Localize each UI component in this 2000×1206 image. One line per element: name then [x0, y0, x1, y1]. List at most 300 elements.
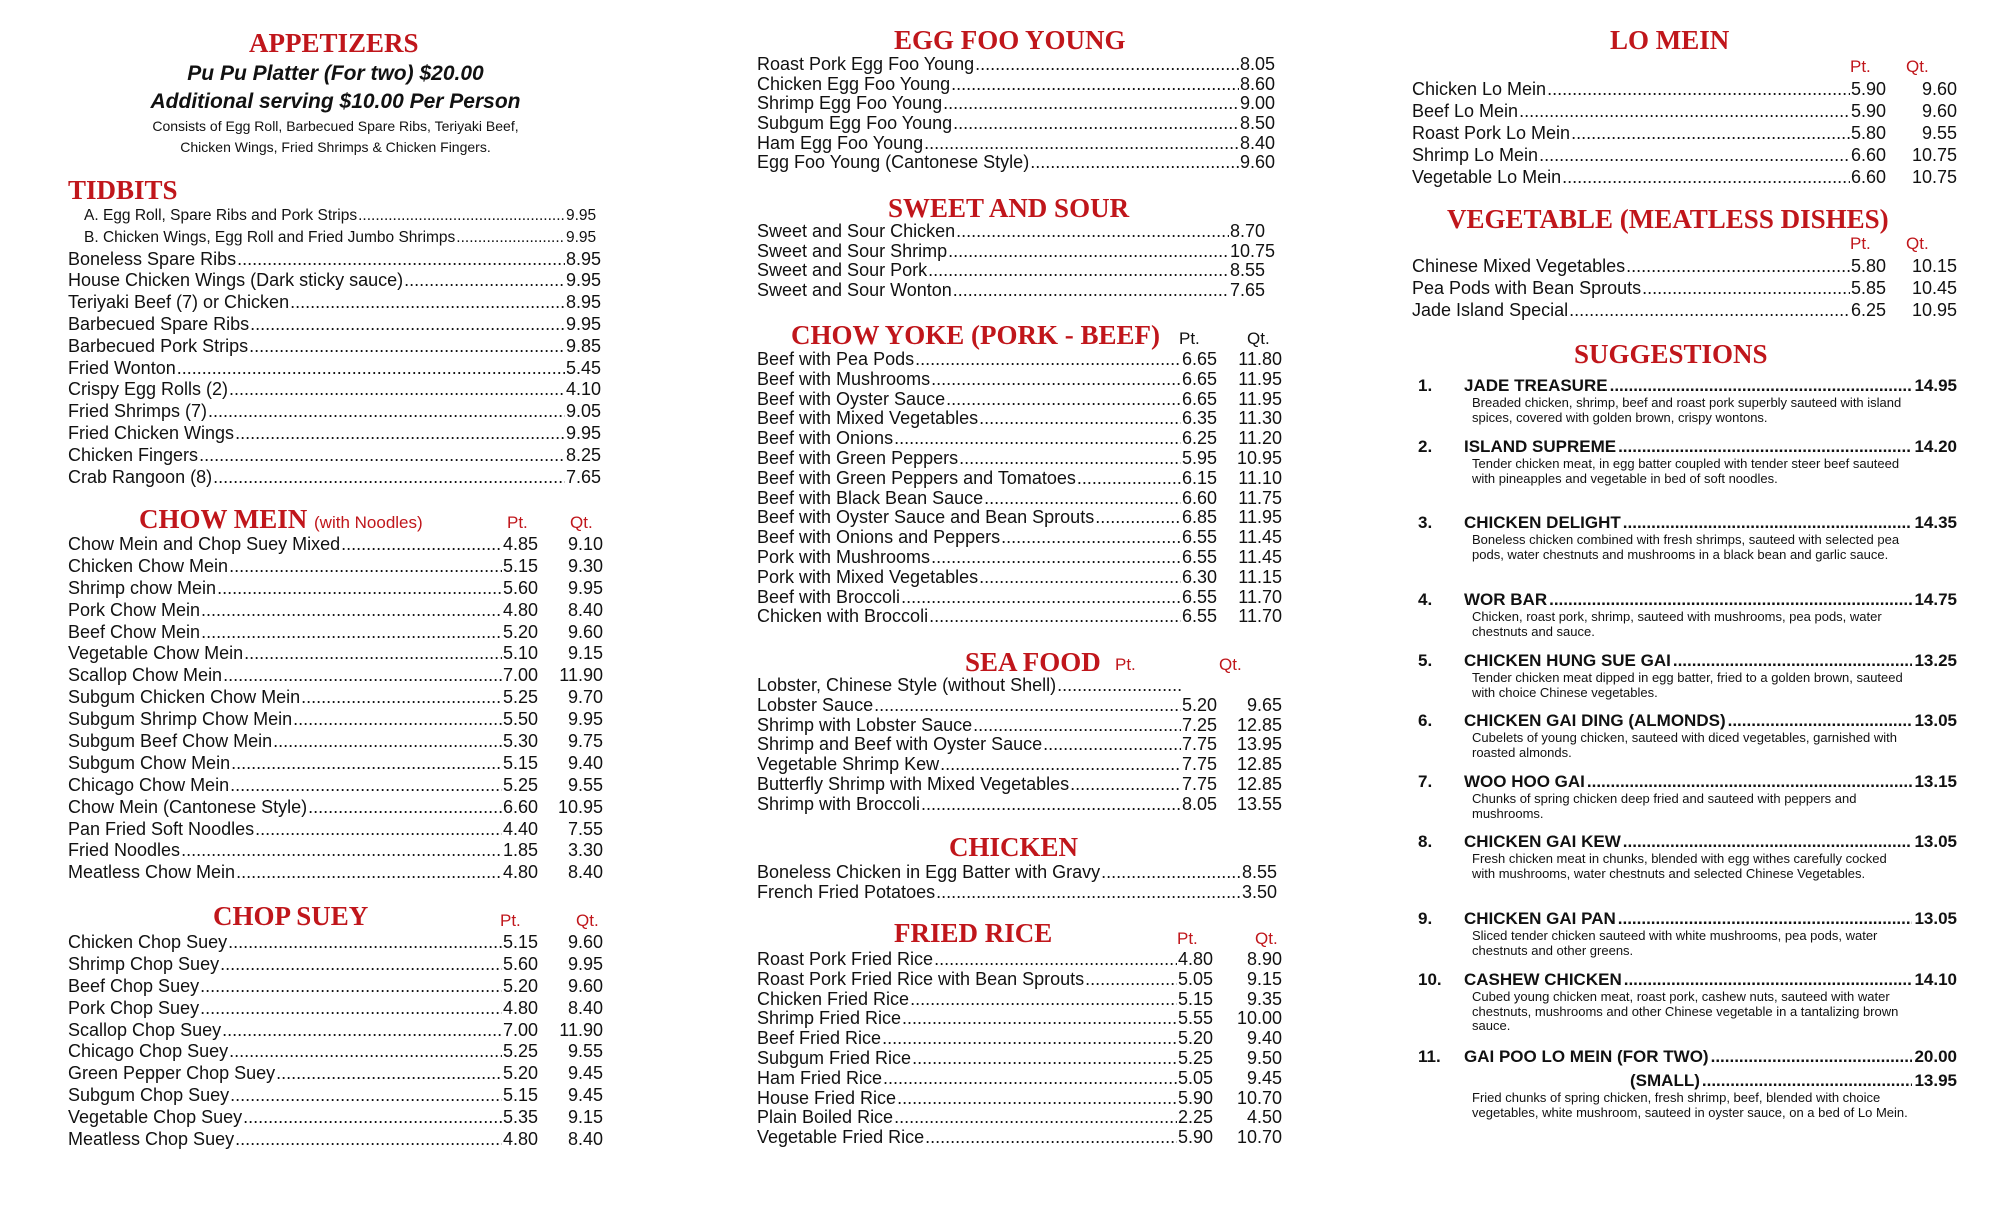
egg-foo-young-list — [757, 55, 1282, 173]
menu-item — [757, 469, 1282, 489]
menu-item — [757, 429, 1282, 449]
pint-price: 8.55 — [1242, 862, 1278, 882]
leader-dots — [201, 622, 502, 642]
menu-item — [1412, 144, 1957, 166]
item-name: Shrimp and Beef with Oyster Sauce — [757, 734, 1043, 755]
item-name: Beef with Mixed Vegetables — [757, 408, 979, 429]
menu-item — [68, 932, 603, 954]
item-name: Roast Pork Egg Foo Young — [757, 54, 975, 74]
item-name: Shrimp Chop Suey — [68, 953, 220, 974]
menu-item — [68, 205, 603, 227]
pint-price: 8.95 — [566, 292, 602, 313]
suggestion-title-line — [1464, 711, 1957, 731]
item-name: Barbecued Pork Strips — [68, 335, 249, 356]
quart-price: 9.60 — [1921, 79, 1957, 99]
item-name: Pea Pods with Bean Sprouts — [1412, 278, 1642, 298]
pint-price: 6.65 — [1182, 368, 1218, 389]
leader-dots — [946, 390, 1181, 410]
leader-dots — [948, 242, 1229, 262]
suggestion-number: 8. — [1418, 832, 1433, 851]
item-name: Roast Pork Fried Rice with Bean Sprouts — [757, 968, 1085, 989]
suggestion-name: CHICKEN HUNG SUE GAI — [1464, 651, 1671, 670]
item-name: Subgum Fried Rice — [757, 1047, 912, 1068]
leader-dots — [1610, 376, 1913, 395]
item-name: Fried Chicken Wings — [68, 422, 235, 443]
menu-item — [68, 1107, 603, 1129]
pint-price: 5.90 — [1851, 101, 1887, 121]
pint-price: 5.60 — [503, 577, 539, 598]
pint-price: 5.15 — [503, 932, 539, 952]
quart-price: 11.10 — [1238, 467, 1282, 488]
quart-price: 11.70 — [1238, 606, 1282, 627]
quart-price: 9.40 — [567, 752, 603, 773]
egg-foo-young-heading: EGG FOO YOUNG — [894, 25, 1126, 55]
leader-dots — [959, 449, 1181, 469]
leader-dots — [973, 716, 1181, 736]
item-name: Fried Shrimps (7) — [68, 401, 208, 422]
item-name: Beef with Mushrooms — [757, 368, 931, 389]
suggestion-number: 5. — [1418, 651, 1433, 670]
menu-item — [757, 75, 1282, 95]
quart-price: 9.30 — [567, 555, 603, 576]
leader-dots — [1095, 508, 1181, 528]
pint-price: 4.85 — [503, 534, 539, 554]
item-name: Roast Pork Fried Rice — [757, 949, 934, 969]
pint-price: 8.50 — [1240, 113, 1276, 134]
leader-dots — [1673, 651, 1913, 670]
quart-price: 9.45 — [1246, 1067, 1282, 1088]
leader-dots — [250, 314, 565, 334]
item-name: Chicken Chow Mein — [68, 555, 229, 576]
leader-dots — [1623, 832, 1913, 851]
leader-dots — [934, 950, 1177, 970]
menu-item — [1412, 255, 1957, 277]
suggestion-price: 14.75 — [1914, 590, 1957, 609]
leader-dots — [456, 227, 565, 244]
leader-dots — [921, 795, 1181, 815]
chow-yoke-qt-header: Qt. — [1247, 329, 1270, 348]
leader-dots — [1569, 299, 1850, 319]
leader-dots — [1547, 78, 1850, 98]
menu-item — [68, 1085, 603, 1107]
item-name: Subgum Chow Mein — [68, 752, 231, 773]
pint-price: 5.60 — [503, 953, 539, 974]
pint-price: 5.15 — [503, 555, 539, 576]
quart-price: 9.15 — [567, 643, 603, 664]
leader-dots — [1077, 469, 1181, 489]
quart-price: 10.95 — [557, 796, 603, 817]
item-name: Pork Chop Suey — [68, 997, 200, 1018]
vegetable-qt-header: Qt. — [1906, 234, 1929, 253]
leader-dots — [308, 797, 502, 817]
item-name: Beef with Onions — [757, 428, 894, 449]
suggestion-number: 2. — [1418, 437, 1433, 456]
quart-price: 11.30 — [1238, 408, 1282, 429]
quart-price: 10.70 — [1236, 1087, 1282, 1108]
menu-item — [757, 350, 1282, 370]
pint-price: 8.05 — [1240, 54, 1276, 74]
pint-price: 5.90 — [1851, 79, 1887, 99]
tidbits-list — [68, 205, 603, 488]
pint-price: 6.55 — [1182, 586, 1218, 607]
chow-yoke-pt-header: Pt. — [1179, 329, 1200, 348]
item-name: Egg Foo Young (Cantonese Style) — [757, 152, 1030, 173]
pint-price: 7.75 — [1182, 734, 1218, 755]
quart-price: 11.15 — [1238, 566, 1282, 587]
quart-price: 13.55 — [1236, 793, 1282, 814]
chop-suey-pt-header: Pt. — [500, 911, 521, 930]
pint-price: 9.95 — [566, 270, 602, 291]
item-name: Sweet and Sour Shrimp — [757, 240, 948, 261]
menu-item — [757, 409, 1282, 429]
pint-price: 6.65 — [1182, 388, 1218, 409]
leader-dots — [984, 489, 1181, 509]
leader-dots — [199, 445, 565, 465]
chow-mein-qt-header: Qt. — [570, 513, 593, 532]
leader-dots — [230, 775, 502, 795]
menu-item — [1412, 122, 1957, 144]
leader-dots — [1030, 153, 1239, 173]
item-name: Chicago Chop Suey — [68, 1041, 229, 1062]
pint-price: 7.75 — [1182, 773, 1218, 794]
quart-price: 12.85 — [1236, 773, 1282, 794]
sweet-sour-heading: SWEET AND SOUR — [888, 193, 1130, 223]
pint-price: 4.80 — [503, 599, 539, 620]
quart-price: 9.15 — [567, 1107, 603, 1128]
item-name: Meatless Chop Suey — [68, 1129, 235, 1150]
menu-item — [757, 716, 1282, 736]
item-name: Fried Wonton — [68, 357, 176, 378]
item-name: Plain Boiled Rice — [757, 1107, 894, 1128]
suggestion-price: 13.15 — [1914, 772, 1957, 791]
item-name: Chicken with Broccoli — [757, 606, 929, 627]
pint-price: 6.60 — [1182, 487, 1218, 508]
leader-dots — [341, 534, 502, 554]
menu-item — [68, 578, 603, 600]
quart-price: 11.75 — [1238, 487, 1282, 508]
menu-item — [757, 862, 1282, 882]
suggestion-title-line — [1464, 651, 1957, 671]
menu-item — [1412, 78, 1957, 100]
leader-dots — [894, 1108, 1177, 1128]
leader-dots — [1618, 909, 1913, 928]
suggestion-description: Cubed young chicken meat, roast pork, cashew nuts, sauteed with water chestnuts, mushrooms and other Chinese vegetable in a tantalizing brown sauce. — [1472, 989, 1899, 1033]
menu-item — [68, 249, 603, 271]
leader-dots — [925, 1128, 1177, 1148]
leader-dots — [235, 423, 565, 443]
sweet-sour-list — [757, 222, 1282, 301]
leader-dots — [953, 281, 1229, 301]
item-name: A. Egg Roll, Spare Ribs and Pork Strips — [84, 207, 358, 224]
suggestion-description: Tender chicken meat dipped in egg batter, fried to a golden brown, sauteed with choice Chinese vegetables. — [1472, 670, 1903, 700]
leader-dots — [276, 1063, 502, 1083]
item-name: Scallop Chow Mein — [68, 665, 223, 686]
tidbits-heading: TIDBITS — [68, 175, 178, 205]
leader-dots — [236, 862, 502, 882]
suggestion-sub-line — [1630, 1071, 1957, 1091]
vegetable-list — [1412, 255, 1957, 321]
quart-price: 10.70 — [1236, 1127, 1282, 1148]
pint-price: 6.55 — [1182, 606, 1218, 627]
pint-price: 5.15 — [503, 752, 539, 773]
suggestion-number: 6. — [1418, 711, 1433, 730]
leader-dots — [229, 556, 502, 576]
fried-rice-qt-header: Qt. — [1255, 929, 1278, 948]
suggestions-heading: SUGGESTIONS — [1574, 339, 1768, 369]
menu-item — [757, 242, 1282, 262]
chow-mein-heading — [139, 504, 423, 538]
item-name: Shrimp with Broccoli — [757, 793, 921, 814]
pint-price: 5.80 — [1851, 123, 1887, 143]
pint-price: 5.25 — [503, 1041, 539, 1062]
quart-price: 9.60 — [567, 975, 603, 996]
menu-item — [757, 449, 1282, 469]
pint-price: 4.80 — [503, 862, 539, 883]
chow-yoke-list — [757, 350, 1282, 627]
item-name: Vegetable Shrimp Kew — [757, 754, 940, 775]
menu-item — [757, 950, 1282, 970]
pint-price: 6.60 — [1851, 145, 1887, 165]
item-name: Subgum Beef Chow Mein — [68, 731, 273, 752]
pint-price: 8.40 — [1240, 132, 1276, 153]
item-name: Shrimp with Lobster Sauce — [757, 714, 973, 735]
menu-item — [757, 696, 1282, 716]
menu-item — [68, 753, 603, 775]
quart-price: 11.90 — [559, 1019, 603, 1040]
menu-item — [1412, 299, 1957, 321]
suggestion-title-line — [1464, 832, 1957, 852]
suggestion-title-line — [1464, 590, 1957, 610]
quart-price: 10.45 — [1911, 278, 1957, 298]
menu-item — [68, 292, 603, 314]
menu-item — [68, 600, 603, 622]
item-name: Teriyaki Beef (7) or Chicken — [68, 292, 290, 313]
pint-price: 4.80 — [503, 1129, 539, 1150]
leader-dots — [1623, 513, 1913, 532]
leader-dots — [1043, 735, 1181, 755]
menu-item — [757, 55, 1282, 75]
quart-price: 11.95 — [1238, 388, 1282, 409]
item-name: Shrimp Egg Foo Young — [757, 93, 943, 114]
menu-item — [68, 819, 603, 841]
pint-price: 5.20 — [503, 975, 539, 996]
pint-price: 8.05 — [1182, 793, 1218, 814]
quart-price: 10.75 — [1911, 167, 1957, 187]
menu-item — [757, 528, 1282, 548]
menu-item — [68, 775, 603, 797]
leader-dots — [200, 998, 502, 1018]
pupu-platter-line: Pu Pu Platter (For two) $20.00 — [187, 62, 484, 85]
suggestion-description: Cubelets of young chicken, sauteed with diced vegetables, garnished with roasted almonds. — [1472, 730, 1897, 760]
quart-price: 10.00 — [1236, 1008, 1282, 1029]
leader-dots — [915, 350, 1181, 370]
pint-price: 9.95 — [566, 228, 597, 246]
item-name: Lobster, Chinese Style (without Shell) — [757, 675, 1057, 695]
menu-item — [757, 508, 1282, 528]
pint-price: 5.20 — [1178, 1028, 1214, 1049]
item-name: Beef with Pea Pods — [757, 349, 915, 369]
pint-price: 7.00 — [503, 1019, 539, 1040]
lo-mein-list — [1412, 78, 1957, 188]
leader-dots — [290, 292, 565, 312]
suggestion-name: CASHEW CHICKEN — [1464, 970, 1622, 989]
menu-item — [757, 1069, 1282, 1089]
menu-item — [757, 568, 1282, 588]
quart-price: 10.95 — [1911, 300, 1957, 320]
pint-price: 5.20 — [503, 1063, 539, 1084]
item-name: Chicken Egg Foo Young — [757, 73, 951, 94]
leader-dots — [249, 336, 565, 356]
quart-price: 3.30 — [567, 840, 603, 861]
pint-price: 5.80 — [1851, 256, 1887, 276]
pint-price: 4.80 — [1178, 949, 1214, 969]
quart-price: 9.60 — [567, 621, 603, 642]
suggestion-number: 7. — [1418, 772, 1433, 791]
leader-dots — [894, 429, 1181, 449]
leader-dots — [1070, 775, 1181, 795]
pint-price: 5.95 — [1182, 447, 1218, 468]
additional-serving-line: Additional serving $10.00 Per Person — [150, 90, 521, 113]
pint-price: 5.20 — [503, 621, 539, 642]
sea-food-list — [757, 676, 1282, 815]
pupu-platter-description-2: Chicken Wings, Fried Shrimps & Chicken Fingers. — [180, 139, 491, 155]
suggestion-price: 14.10 — [1914, 970, 1957, 989]
suggestion-title-line — [1464, 513, 1957, 533]
leader-dots — [293, 709, 502, 729]
item-name: Beef with Onions and Peppers — [757, 527, 1001, 548]
suggestion-price: 13.05 — [1914, 711, 1957, 730]
pint-price: 5.90 — [1178, 1127, 1214, 1148]
leader-dots — [1101, 862, 1241, 882]
pint-price: 7.65 — [1230, 280, 1266, 301]
fried-rice-list — [757, 950, 1282, 1148]
pint-price: 8.70 — [1230, 221, 1266, 241]
menu-item — [68, 954, 603, 976]
leader-dots — [1702, 1071, 1913, 1090]
quart-price: 11.20 — [1238, 428, 1282, 449]
menu-item — [757, 548, 1282, 568]
pint-price: 5.55 — [1178, 1008, 1214, 1029]
leader-dots — [1642, 277, 1850, 297]
pint-price: 9.60 — [1240, 152, 1276, 173]
leader-dots — [1618, 437, 1912, 456]
menu-item — [1412, 100, 1957, 122]
menu-item — [68, 336, 603, 358]
suggestion-name: ISLAND SUPREME — [1464, 437, 1617, 456]
quart-price: 8.40 — [567, 997, 603, 1018]
item-name: Ham Fried Rice — [757, 1067, 883, 1088]
pint-price: 5.25 — [503, 687, 539, 708]
menu-item — [757, 222, 1282, 242]
leader-dots — [928, 261, 1229, 281]
sea-food-heading: SEA FOOD — [965, 647, 1101, 677]
menu-item — [757, 153, 1282, 173]
menu-item — [757, 735, 1282, 755]
item-name: Sweet and Sour Wonton — [757, 280, 952, 301]
sea-food-qt-header: Qt. — [1219, 655, 1242, 674]
item-name: Sweet and Sour Pork — [757, 260, 928, 281]
pint-price: 5.35 — [503, 1107, 539, 1128]
pint-price: 6.65 — [1182, 349, 1218, 369]
quart-price: 9.55 — [567, 774, 603, 795]
menu-item — [757, 370, 1282, 390]
item-name: Chow Mein and Chop Suey Mixed — [68, 534, 341, 554]
leader-dots — [228, 932, 502, 952]
quart-price: 9.75 — [567, 731, 603, 752]
suggestion-name: CHICKEN GAI KEW — [1464, 832, 1621, 851]
menu-item — [68, 401, 603, 423]
menu-item — [68, 358, 603, 380]
leader-dots — [874, 696, 1181, 716]
item-name: Butterfly Shrimp with Mixed Vegetables — [757, 773, 1070, 794]
suggestion-title-line — [1464, 1047, 1957, 1067]
leader-dots — [1085, 970, 1177, 990]
pint-price: 5.50 — [503, 709, 539, 730]
menu-item — [757, 1049, 1282, 1069]
menu-item — [757, 970, 1282, 990]
menu-item — [757, 775, 1282, 795]
menu-item — [757, 1009, 1282, 1029]
item-name: Chicago Chow Mein — [68, 774, 230, 795]
suggestion-description: Sliced tender chicken sauteed with white mushrooms, pea pods, water chestnuts and other greens. — [1472, 928, 1878, 958]
suggestion-price: 13.05 — [1914, 832, 1957, 851]
item-name: Sweet and Sour Chicken — [757, 221, 956, 241]
chow-mein-subtitle: (with Noodles) — [314, 513, 423, 532]
lo-mein-qt-header: Qt. — [1906, 57, 1929, 76]
suggestion-description: Fried chunks of spring chicken, fresh shrimp, beef, blended with choice vegetables, white mushroom, sauteed in oyster sauce, on a bed of Lo Mein. — [1472, 1090, 1908, 1120]
menu-item — [1412, 166, 1957, 188]
menu-item — [68, 709, 603, 731]
pint-price: 7.75 — [1182, 754, 1218, 775]
chicken-heading: CHICKEN — [949, 832, 1079, 862]
suggestion-price: 20.00 — [1914, 1047, 1957, 1066]
menu-item — [68, 687, 603, 709]
item-name: Crispy Egg Rolls (2) — [68, 379, 229, 400]
suggestion-title-line — [1464, 772, 1957, 792]
vegetable-heading: VEGETABLE (MEATLESS DISHES) — [1447, 204, 1889, 234]
leader-dots — [1539, 144, 1850, 164]
suggestion-sub-price: 13.95 — [1914, 1071, 1957, 1090]
leader-dots — [213, 467, 565, 487]
pint-price: 6.60 — [1851, 167, 1887, 187]
chop-suey-qt-header: Qt. — [576, 911, 599, 930]
pint-price: 5.10 — [503, 643, 539, 664]
chop-suey-heading: CHOP SUEY — [213, 901, 369, 931]
menu-item — [757, 676, 1282, 696]
item-name: Boneless Spare Ribs — [68, 248, 237, 269]
menu-item — [68, 379, 603, 401]
menu-item — [68, 467, 603, 489]
quart-price: 10.15 — [1911, 256, 1957, 276]
leader-dots — [936, 882, 1241, 902]
item-name: House Chicken Wings (Dark sticky sauce) — [68, 270, 404, 291]
lo-mein-heading: LO MEIN — [1610, 25, 1730, 55]
menu-item — [68, 998, 603, 1020]
quart-price: 8.40 — [567, 1129, 603, 1150]
item-name: Beef with Green Peppers and Tomatoes — [757, 467, 1076, 488]
quart-price: 9.70 — [567, 687, 603, 708]
quart-price: 9.95 — [567, 953, 603, 974]
suggestion-name: WOO HOO GAI — [1464, 772, 1585, 791]
item-name: Chinese Mixed Vegetables — [1412, 256, 1626, 276]
item-name: Scallop Chop Suey — [68, 1019, 222, 1040]
vegetable-pt-header: Pt. — [1850, 234, 1871, 253]
menu-item — [757, 588, 1282, 608]
leader-dots — [1549, 590, 1912, 609]
pint-price: 2.25 — [1178, 1107, 1214, 1128]
suggestion-number: 10. — [1418, 970, 1442, 989]
chow-mein-list — [68, 534, 603, 884]
